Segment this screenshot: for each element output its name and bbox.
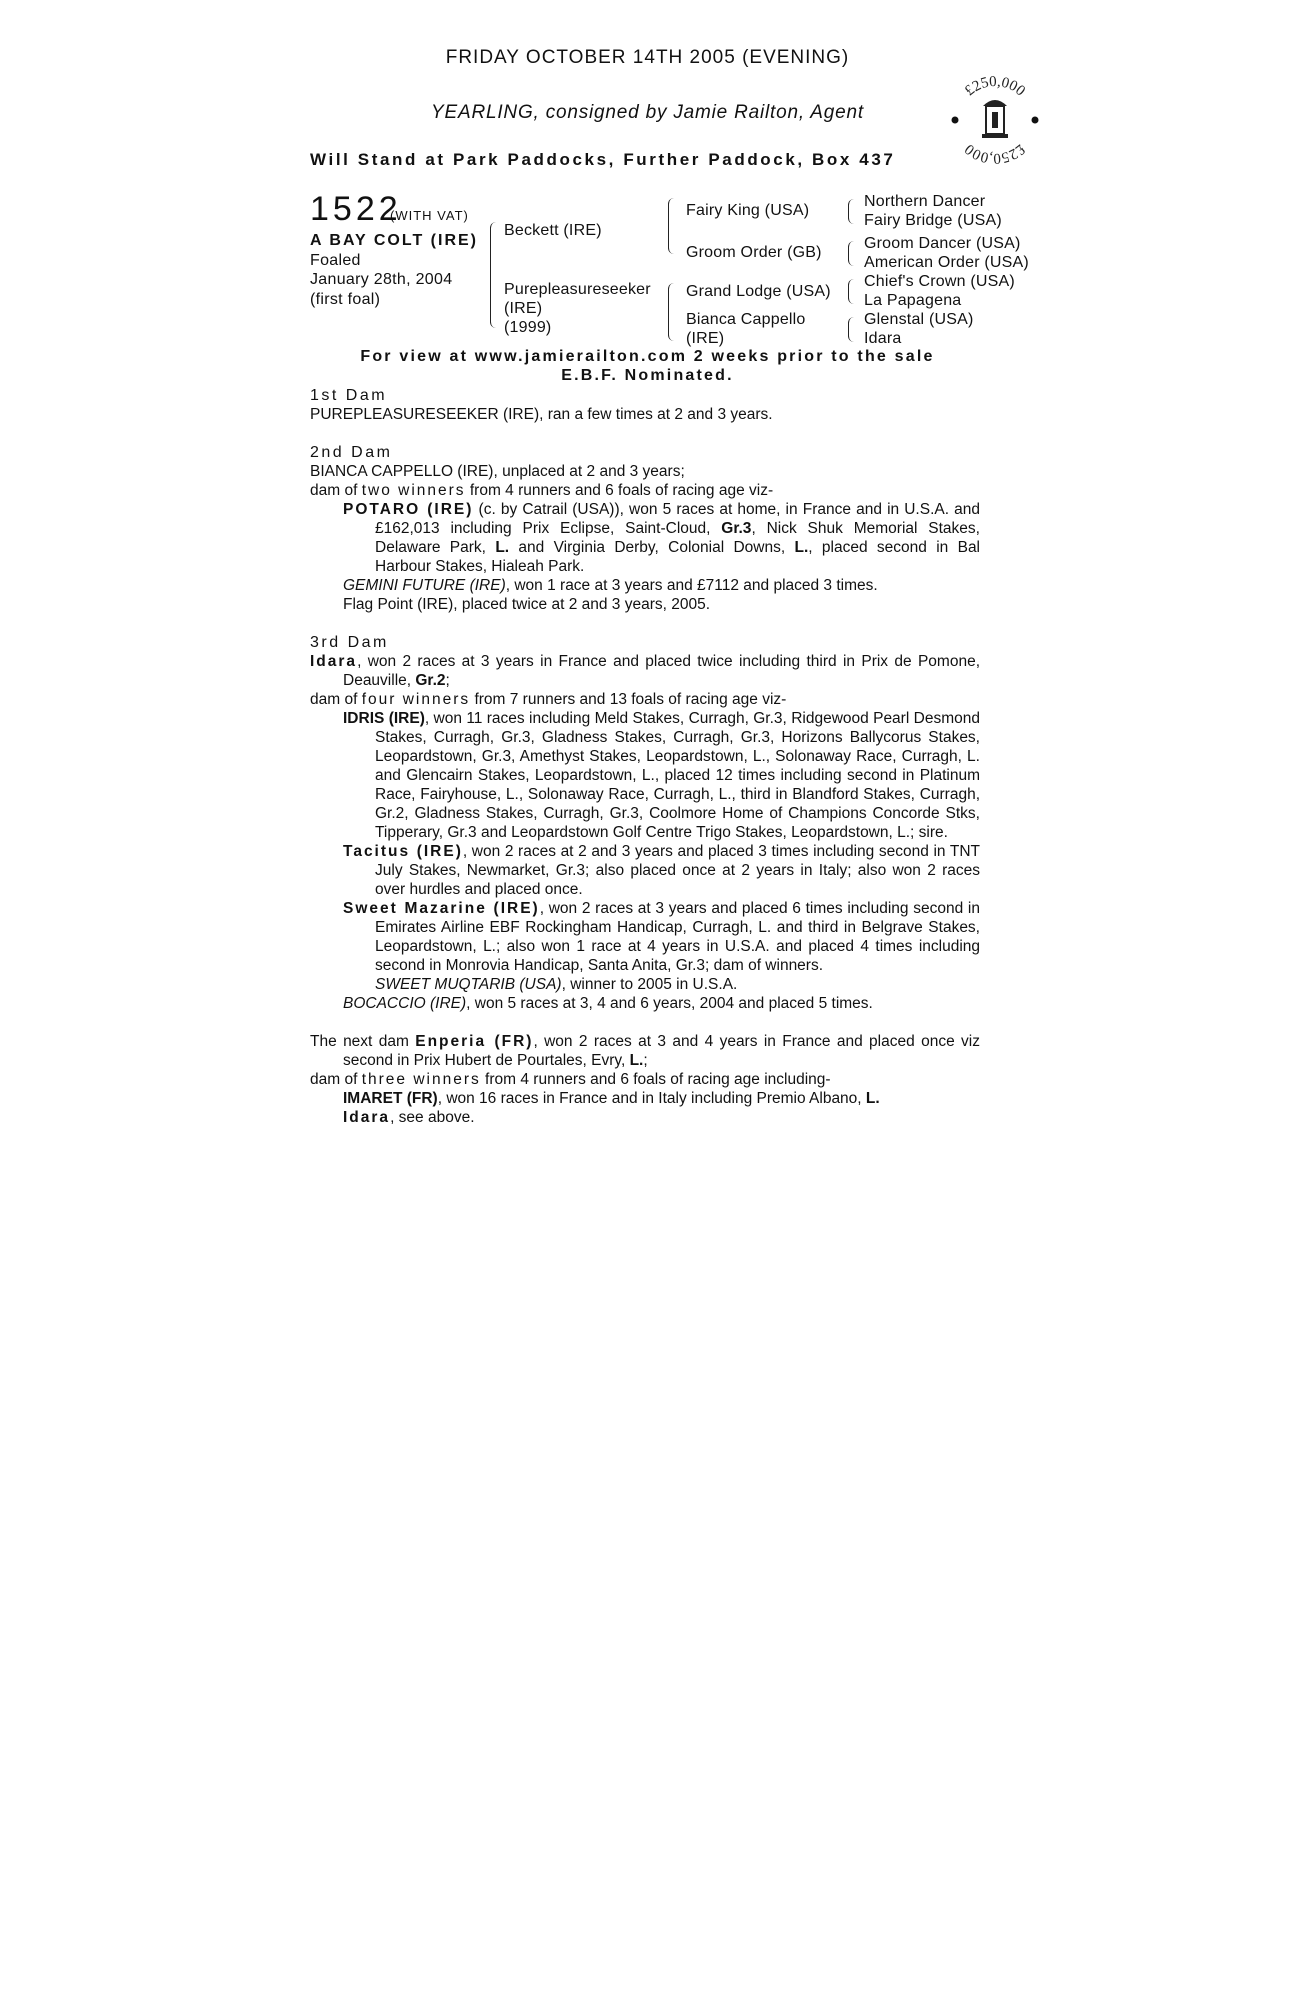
bell-tower-icon (982, 100, 1008, 138)
lot-title: A BAY COLT (IRE) (310, 232, 479, 249)
third-dam-produce: dam of four winners from 7 runners and 13 foals of racing age viz- (310, 691, 787, 708)
first-dam-text: PUREPLEASURESEEKER (IRE), ran a few times at 2 and 3 years. (310, 406, 773, 423)
pedigree-gg-2: Fairy Bridge (USA) (864, 212, 1002, 229)
tacitus-entry: Tacitus (IRE), won 2 races at 2 and 3 years and placed 3 times including second in TNT July Stakes, Newmarket, Gr.3; also placed once at 2 years in Italy; also won 2 races over hurdles and placed once. (343, 843, 980, 898)
pedigree-dam-dam-line1: Bianca Cappello (686, 311, 806, 328)
lot-number: 1522 (310, 190, 402, 228)
idara-ref-entry: Idara, see above. (343, 1109, 475, 1126)
foaled-label: Foaled (310, 252, 361, 269)
flag-point-entry: Flag Point (IRE), placed twice at 2 and 3 years, 2005. (343, 596, 711, 613)
pedigree-gg-6: La Papagena (864, 292, 962, 309)
second-dam-line1: BIANCA CAPPELLO (IRE), unplaced at 2 and 3 years; (310, 463, 685, 480)
sweet-mazarine-entry: Sweet Mazarine (IRE), won 2 races at 3 years and placed 6 times including second in Emirates Airline EBF Rockingham Handicap, Curragh, L. and third in Belgrave Stakes, Leopardstown, L.; also won 1 race at 4 years in U.S.A. and placed 4 times including second in Monrovia Handicap, Santa Anita, Gr.3; dam of winners. (343, 900, 980, 974)
second-dam-line2: dam of two winners from 4 runners and 6 foals of racing age viz- (310, 482, 774, 499)
idris-entry: IDRIS (IRE), won 11 races including Meld Stakes, Curragh, Gr.3, Ridgewood Pearl Desmond Stakes, Curragh, Gr.3, Gladness Stakes, Curragh, Gr.3, Horizons Ballycorus Stakes, Leopardstown, Gr.3, Amethyst Stakes, Leopardstown, L., Solonaway Race, Curragh, L. and Glencairn Stakes, Leopardstown, L., placed 12 times including second in Platinum Race, Fairyhouse, L., Solonaway Race, Curragh, L., third in Blandford Stakes, Curragh, Gr.2, Gladness Stakes, Curragh, Gr.3, Coolmore Home of Champions Concorde Stks, Tipperary, Gr.3 and Leopardstown Golf Centre Trigo Stakes, Leopardstown, L.; sire. (343, 710, 980, 841)
consignment-line: YEARLING, consigned by Jamie Railton, Agent (431, 102, 864, 123)
pedigree-brace-gg3 (848, 279, 855, 304)
price-seal-logo (945, 70, 1045, 170)
imaret-entry: IMARET (FR), won 16 races in France and in Italy including Premio Albano, L. (343, 1090, 880, 1107)
stand-location: Will Stand at Park Paddocks, Further Paddock, Box 437 (310, 150, 896, 169)
pedigree-gg-3: Groom Dancer (USA) (864, 235, 1021, 252)
pedigree-dam-line3: (1999) (504, 319, 552, 336)
sale-date: FRIDAY OCTOBER 14TH 2005 (EVENING) (445, 47, 850, 68)
sweet-muqtarib-entry: SWEET MUQTARIB (USA), winner to 2005 in U.S.A. (375, 976, 738, 993)
foaled-date: January 28th, 2004 (310, 271, 453, 288)
bocaccio-entry: BOCACCIO (IRE), won 5 races at 3, 4 and 6 years, 2004 and placed 5 times. (343, 995, 873, 1012)
pedigree-brace-gg2 (848, 241, 855, 266)
next-dam-entry: The next dam Enperia (FR), won 2 races at 3 and 4 years in France and placed once viz second in Prix Hubert de Pourtales, Evry, L.; (310, 1033, 980, 1069)
pedigree-sire: Beckett (IRE) (504, 222, 602, 239)
pedigree-sire-dam: Groom Order (GB) (686, 244, 822, 261)
pedigree-sire-sire: Fairy King (USA) (686, 202, 810, 219)
pedigree-dam-line2: (IRE) (504, 300, 543, 317)
next-dam-produce: dam of three winners from 4 runners and 6 foals of racing age including- (310, 1071, 831, 1088)
pedigree-dam-sire: Grand Lodge (USA) (686, 283, 831, 300)
pedigree-brace-gg1 (848, 199, 855, 224)
pedigree-gg-5: Chief's Crown (USA) (864, 273, 1015, 290)
view-note: For view at www.jamierailton.com 2 weeks prior to the sale (360, 348, 935, 365)
first-dam-heading: 1st Dam (310, 387, 388, 404)
pedigree-gg-7: Glenstal (USA) (864, 311, 974, 328)
pedigree-dam-dam-line2: (IRE) (686, 330, 725, 347)
pedigree-gg-1: Northern Dancer (864, 193, 986, 210)
foal-note: (first foal) (310, 291, 381, 308)
ebf-note: E.B.F. Nominated. (561, 367, 734, 384)
dam-history (310, 386, 980, 1127)
seal-text-bottom: £250,000 (961, 140, 1029, 167)
vat-label: (WITH VAT) (390, 208, 469, 223)
second-dam-heading: 2nd Dam (310, 444, 393, 461)
pedigree-brace-sire (668, 198, 677, 254)
pedigree-brace-main (490, 222, 499, 328)
pedigree-dam-line1: Purepleasureseeker (504, 281, 651, 298)
idara-entry: Idara, won 2 races at 3 years in France and placed twice including third in Prix de Pomone, Deauville, Gr.2; (310, 653, 980, 689)
seal-text-top: £250,000 (961, 73, 1029, 100)
pedigree-gg-4: American Order (USA) (864, 254, 1029, 271)
pedigree-brace-gg4 (848, 317, 855, 342)
pedigree-brace-dam (668, 283, 677, 341)
gemini-entry: GEMINI FUTURE (IRE), won 1 race at 3 years and £7112 and placed 3 times. (343, 577, 878, 594)
potaro-entry: POTARO (IRE) (c. by Catrail (USA)), won 5 races at home, in France and in U.S.A. and £162,013 including Prix Eclipse, Saint-Cloud, Gr.3, Nick Shuk Memorial Stakes, Delaware Park, L. and Virginia Derby, Colonial Downs, L., placed second in Bal Harbour Stakes, Hialeah Park. (343, 501, 981, 575)
third-dam-heading: 3rd Dam (310, 634, 389, 651)
pedigree-gg-8: Idara (864, 330, 902, 347)
